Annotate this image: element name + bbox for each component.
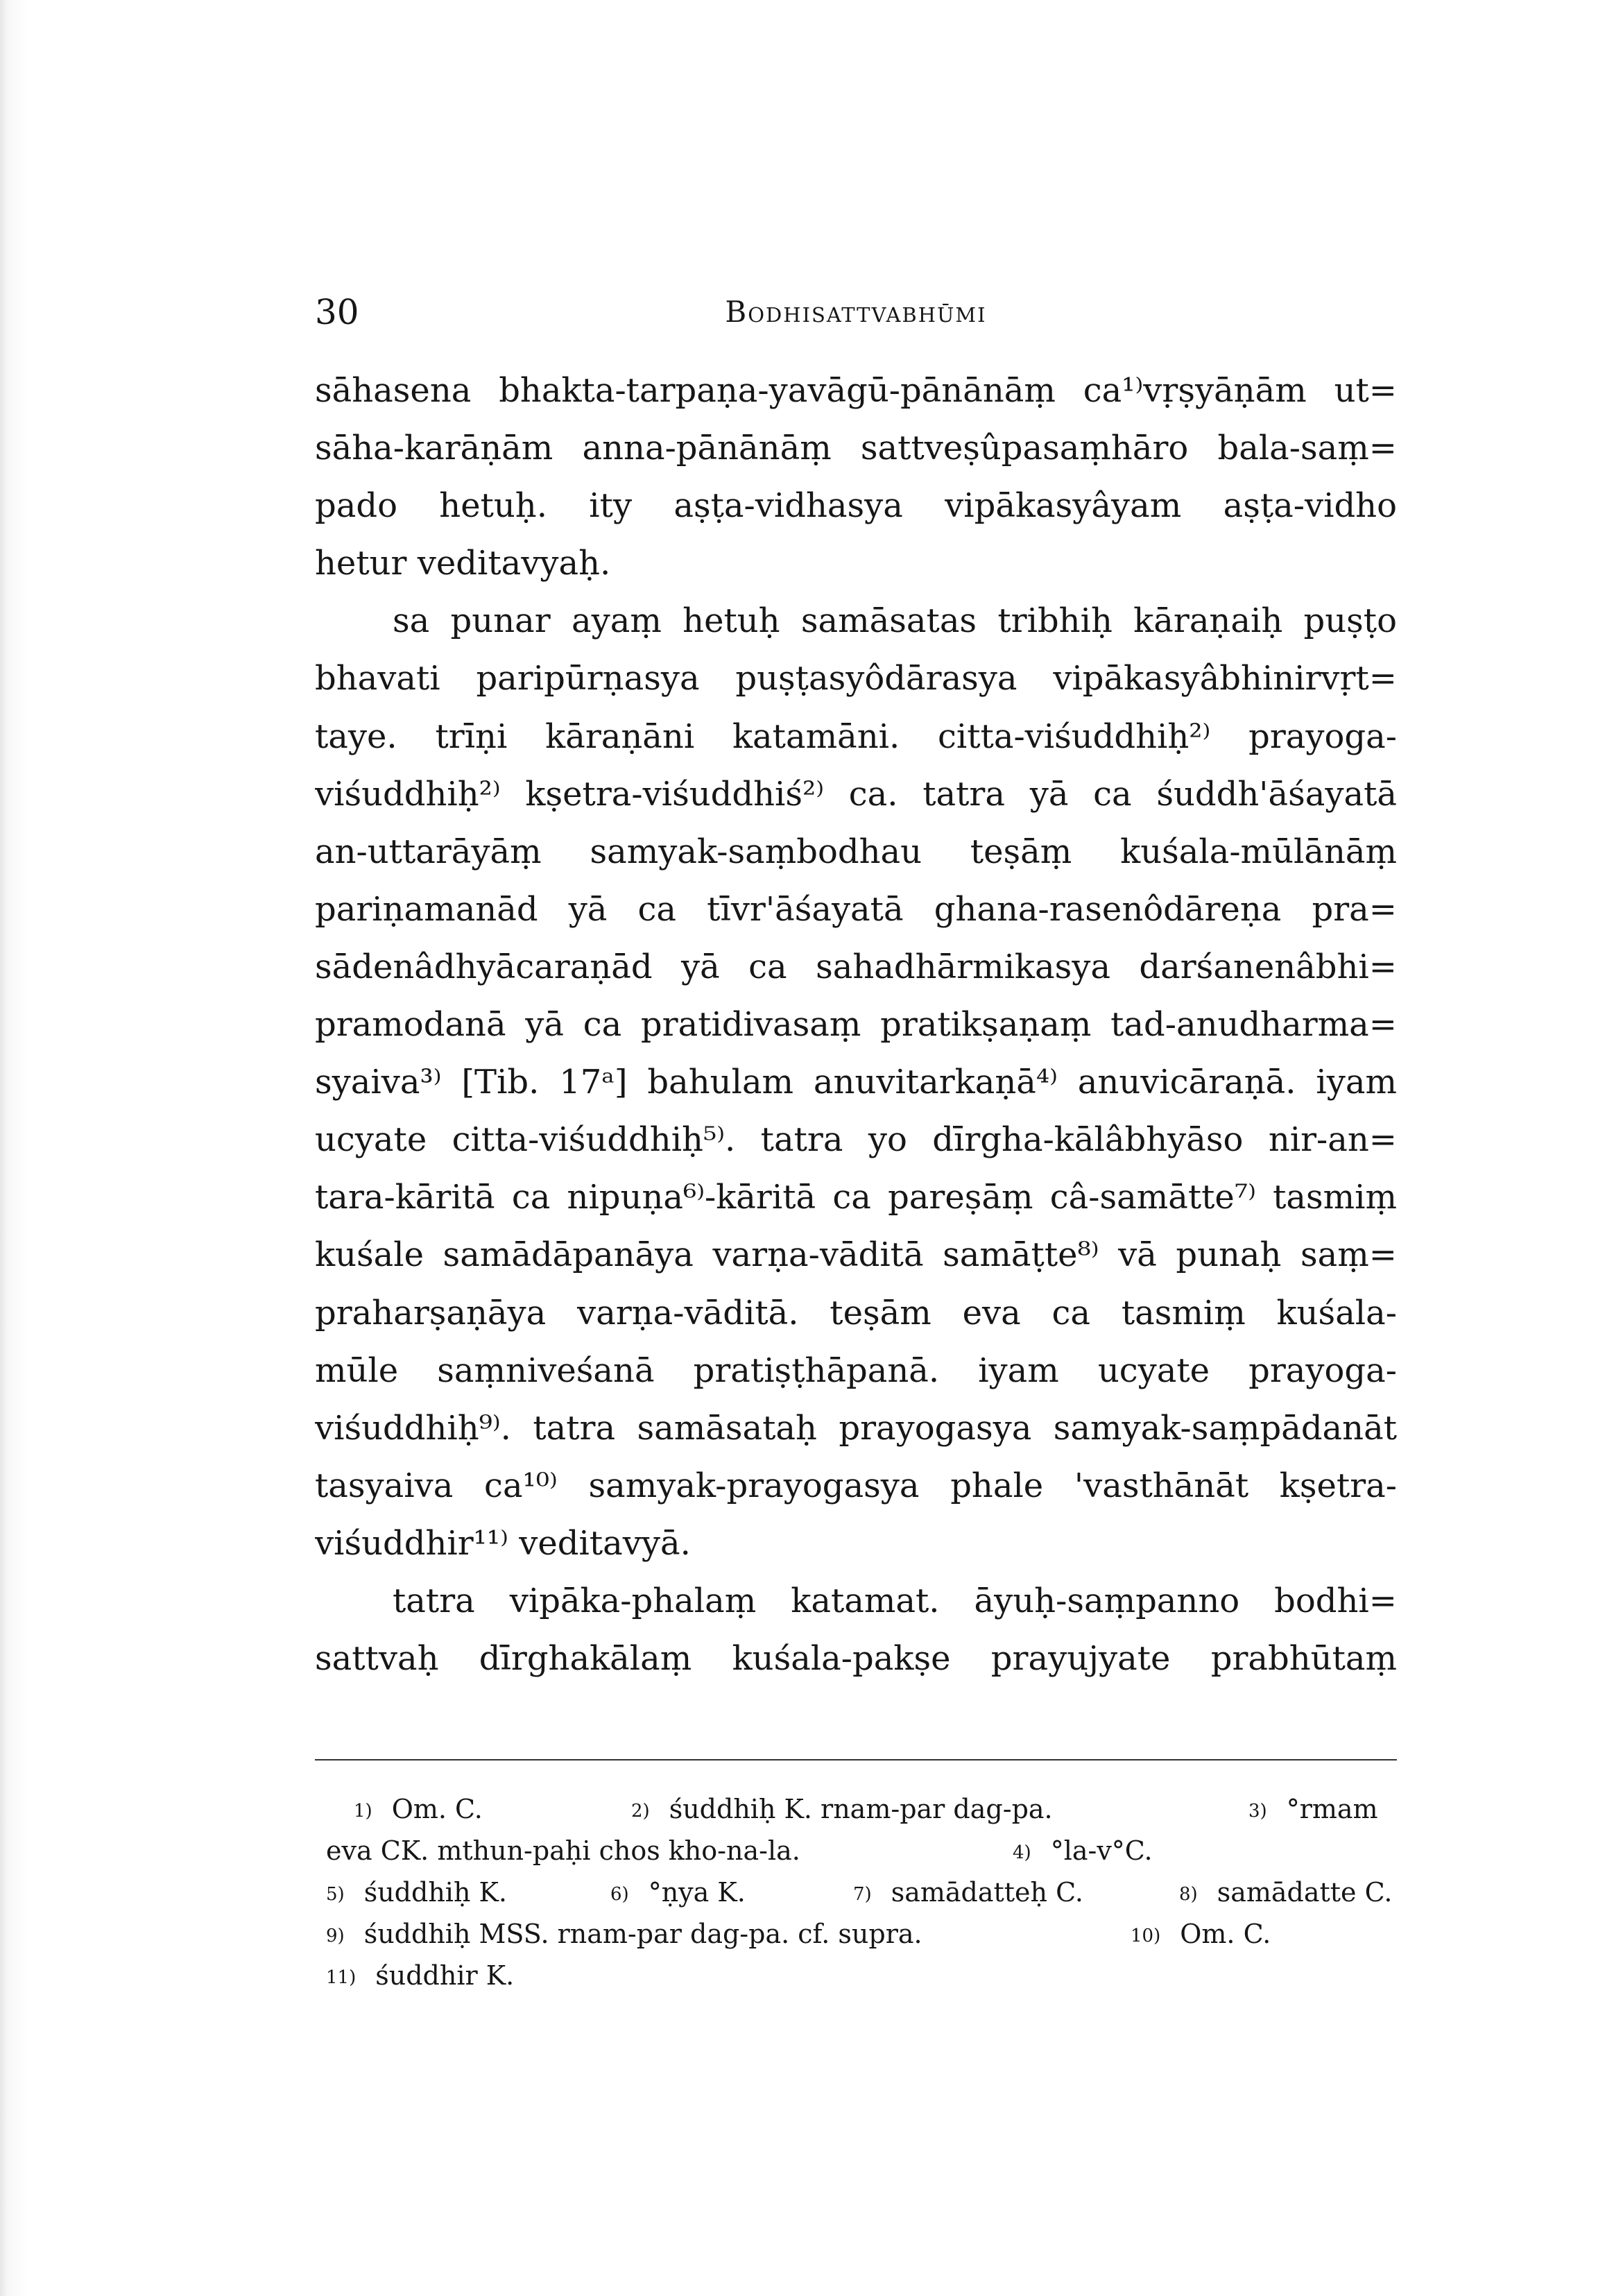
footnote-row	[326, 1955, 1397, 1996]
running-title: Bodhisattvabhūmi	[725, 295, 987, 329]
page-number: 30	[315, 292, 359, 332]
page-edge-shadow	[0, 0, 26, 2296]
text-line: viśuddhir¹¹⁾ veditavyā.	[315, 1523, 691, 1563]
text-line: taye. trīṇi kāraṇāni katamāni. citta-viśuddhiḥ²⁾ prayoga-	[315, 717, 1397, 756]
footnote-continuation: eva CK. mthun-paḥi chos kho-na-la.	[326, 1835, 800, 1866]
text-line: tasyaiva ca¹⁰⁾ samyak-prayogasya phale 'vasthānāt kṣetra-	[315, 1466, 1397, 1505]
footnotes	[326, 1788, 1397, 1996]
text-line: viśuddhiḥ⁹⁾. tatra samāsataḥ prayogasya samyak-saṃpādanāt	[315, 1408, 1397, 1448]
text-line: pramodanā yā ca pratidivasaṃ pratikṣaṇaṃ tad-anudharma=	[315, 1005, 1397, 1045]
footnote: 4) °la-v°C.	[1013, 1835, 1153, 1866]
text-line: kuśale samādāpanāya varṇa-vāditā samāṭte⁸⁾ vā punaḥ saṃ=	[315, 1235, 1397, 1275]
footnote: 10) Om. C.	[1131, 1919, 1271, 1949]
page-header	[315, 284, 1397, 340]
body-text	[315, 362, 1397, 1688]
footnote: 1) Om. C.	[354, 1794, 483, 1824]
footnote-row	[326, 1830, 1397, 1871]
footnote: 5) śuddhiḥ K.	[326, 1877, 507, 1908]
footnote: 2) śuddhiḥ K. rnam-par dag-pa.	[631, 1794, 1053, 1824]
footnote: 8) samādatte C.	[1179, 1877, 1393, 1908]
text-line: hetur veditavyaḥ.	[315, 544, 611, 583]
text-line: sattvaḥ dīrghakālaṃ kuśala-pakṣe prayujyate prabhūtaṃ	[315, 1639, 1397, 1679]
footnote-row	[326, 1871, 1397, 1913]
footnote: 7) samādatteḥ C.	[853, 1877, 1083, 1908]
footnote: 9) śuddhiḥ MSS. rnam-par dag-pa. cf. supra.	[326, 1919, 922, 1949]
text-line: tara-kāritā ca nipuṇa⁶⁾-kāritā ca pareṣāṃ câ-samātte⁷⁾ tasmiṃ	[315, 1178, 1397, 1217]
text-line: mūle saṃniveśanā pratiṣṭhāpanā. iyam ucyate prayoga-	[315, 1351, 1397, 1390]
text-line: sādenâdhyācaraṇād yā ca sahadhārmikasya darśanenâbhi=	[315, 947, 1397, 986]
text-line: sāha-karāṇām anna-pānānāṃ sattveṣûpasaṃhāro bala-saṃ=	[315, 429, 1397, 468]
footnote-row	[326, 1788, 1397, 1830]
text-line: sāhasena bhakta-tarpaṇa-yavāgū-pānānāṃ ca¹⁾vṛṣyāṇām ut=	[315, 371, 1397, 410]
text-line: viśuddhiḥ²⁾ kṣetra-viśuddhiś²⁾ ca. tatra yā ca śuddh'āśayatā	[315, 774, 1397, 814]
text-line: syaiva³⁾ [Tib. 17ᵃ] bahulam anuvitarkaṇā⁴⁾ anuvicāraṇā. iyam	[315, 1063, 1397, 1102]
text-line: sa punar ayaṃ hetuḥ samāsatas tribhiḥ kāraṇaiḥ puṣṭo	[393, 601, 1397, 641]
text-line: ucyate citta-viśuddhiḥ⁵⁾. tatra yo dīrgha-kālâbhyāso nir-an=	[315, 1120, 1397, 1160]
footnote-divider	[315, 1759, 1397, 1760]
text-line: pariṇamanād yā ca tīvr'āśayatā ghana-rasenôdāreṇa pra=	[315, 889, 1397, 929]
text-line: an-uttarāyāṃ samyak-saṃbodhau teṣāṃ kuśala-mūlānāṃ	[315, 832, 1397, 871]
footnote: 3) °rmam	[1248, 1794, 1378, 1824]
text-line: tatra vipāka-phalaṃ katamat. āyuḥ-saṃpanno bodhi=	[393, 1581, 1397, 1620]
footnote: 11) śuddhir K.	[326, 1960, 515, 1991]
footnote-row	[326, 1913, 1397, 1955]
text-line: praharṣaṇāya varṇa-vāditā. teṣām eva ca tasmiṃ kuśala-	[315, 1293, 1397, 1333]
text-line: bhavati paripūrṇasya puṣṭasyôdārasya vipākasyâbhinirvṛt=	[315, 659, 1397, 699]
text-line: pado hetuḥ. ity aṣṭa-vidhasya vipākasyâyam aṣṭa-vidho	[315, 486, 1397, 526]
footnote: 6) °ṇya K.	[610, 1877, 746, 1908]
